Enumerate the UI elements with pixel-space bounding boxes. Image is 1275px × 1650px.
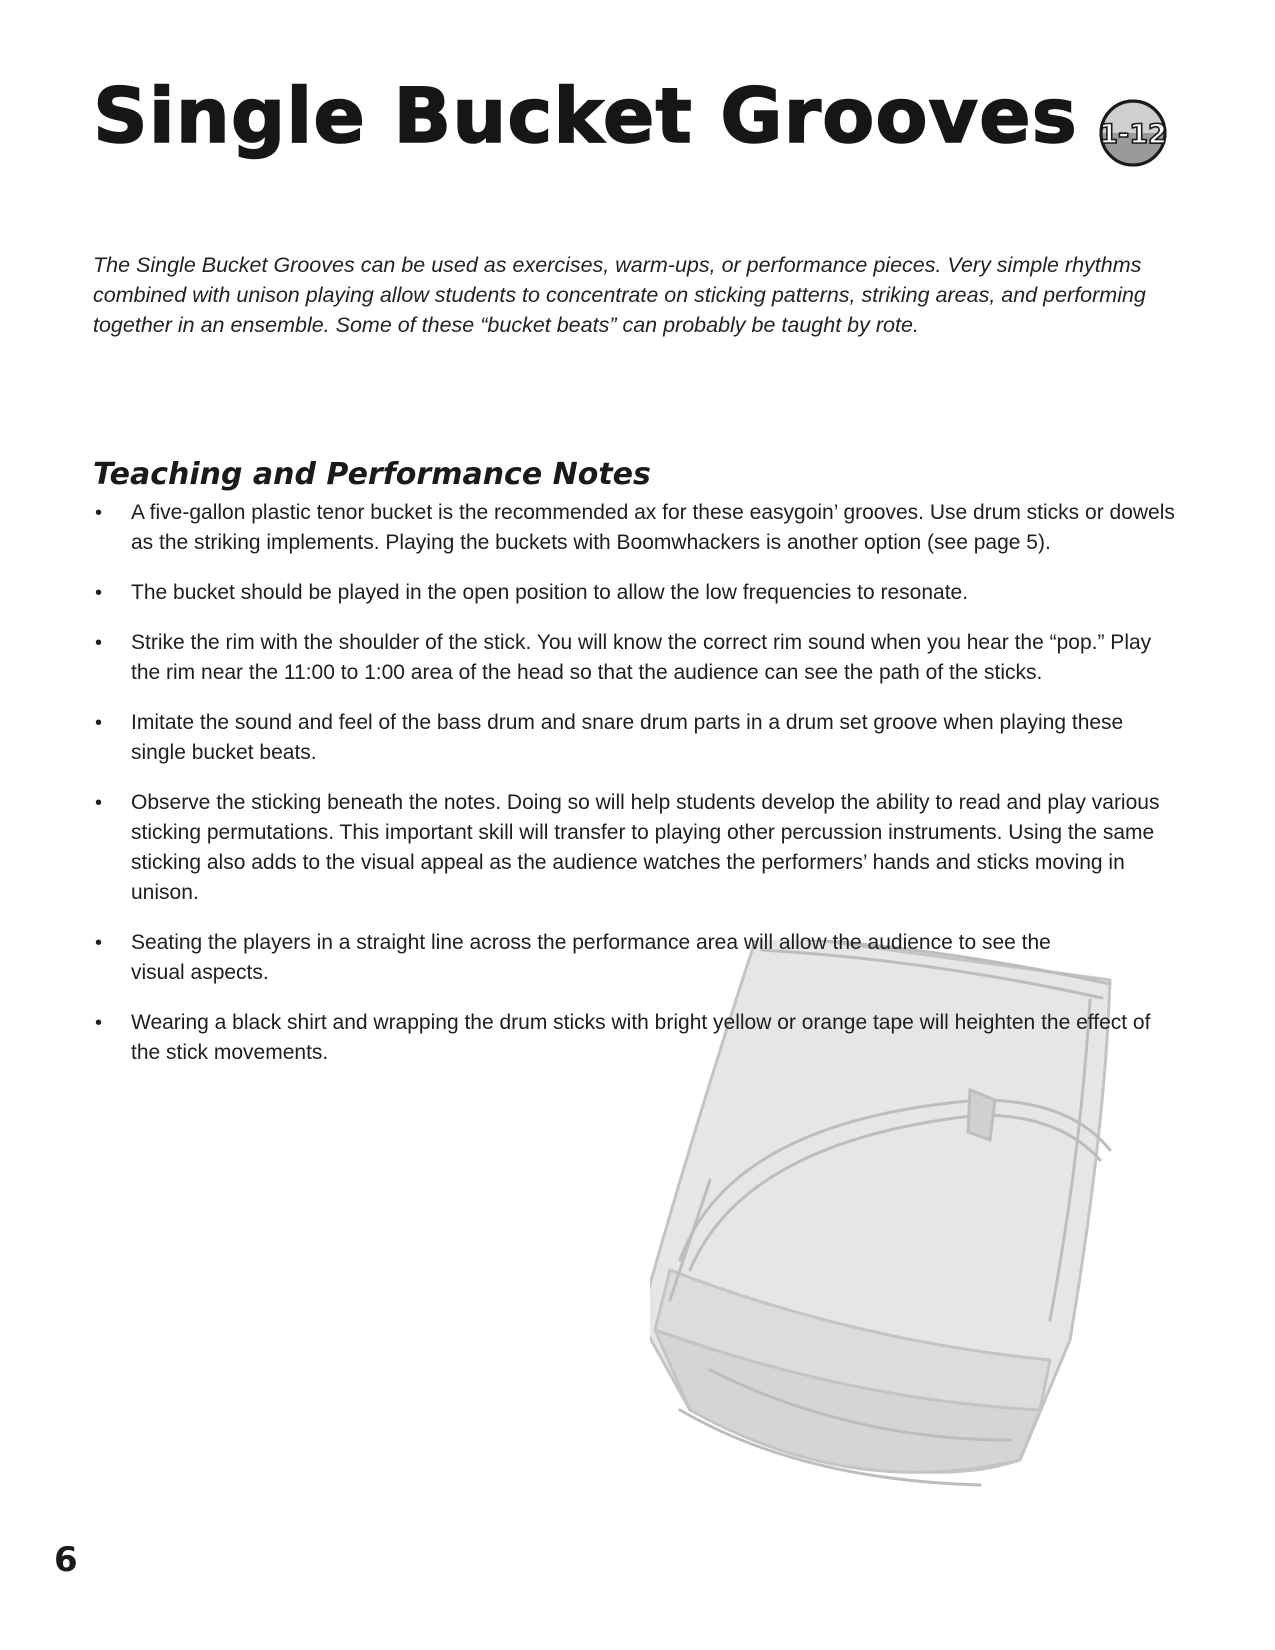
page-title: Single Bucket Grooves xyxy=(93,71,1078,160)
bullet-icon: • xyxy=(95,792,103,814)
section-heading: Teaching and Performance Notes xyxy=(93,457,651,492)
bullet-icon: • xyxy=(95,582,103,604)
note-item xyxy=(93,708,1183,768)
note-text: A five-gallon plastic tenor bucket is the recommended ax for these easygoin’ grooves. Use drum sticks or dowels as the striking implements. Playing the buckets with Boomwhackers is another option (see page 5). xyxy=(131,501,1175,554)
bullet-icon: • xyxy=(95,712,103,734)
note-text: The bucket should be played in the open position to allow the low frequencies to resonate. xyxy=(131,581,969,604)
grade-level-badge-icon xyxy=(1098,98,1168,168)
note-item xyxy=(93,628,1183,688)
note-item xyxy=(93,788,1183,908)
note-item xyxy=(93,1008,1183,1068)
page-number: 6 xyxy=(54,1540,78,1580)
bullet-icon: • xyxy=(95,932,103,954)
note-text: Observe the sticking beneath the notes. Doing so will help students develop the ability to read and play various sticking permutations. This important skill will transfer to playing other percussion instruments. Using the same sticking also adds to the visual appeal as the audience watches the performers’ hands and sticks moving in unison. xyxy=(131,791,1160,904)
note-item xyxy=(93,928,1183,988)
bullet-icon: • xyxy=(95,502,103,524)
note-text: Strike the rim with the shoulder of the stick. You will know the correct rim sound when you hear the “pop.” Play the rim near the 11:00 to 1:00 area of the head so that the audience can see the path of the sticks. xyxy=(131,631,1152,684)
note-text: Seating the players in a straight line across the performance area will allow the audience to see the visual aspects. xyxy=(131,931,1051,984)
notes-list xyxy=(93,498,1183,1088)
bullet-icon: • xyxy=(95,1012,103,1034)
grade-badge-label: 1-12 xyxy=(1099,119,1167,150)
bullet-icon: • xyxy=(95,632,103,654)
note-text: Imitate the sound and feel of the bass drum and snare drum parts in a drum set groove when playing these single bucket beats. xyxy=(131,711,1124,764)
note-item xyxy=(93,498,1183,558)
note-item xyxy=(93,578,1183,608)
note-text: Wearing a black shirt and wrapping the drum sticks with bright yellow or orange tape will heighten the effect of the stick movements. xyxy=(131,1011,1151,1064)
intro-paragraph: The Single Bucket Grooves can be used as exercises, warm-ups, or performance pieces. Very simple rhythms combined with unison playing allow students to concentrate on sticking patterns, striking areas, and performing together in an ensemble. Some of these “bucket beats” can probably be taught by rote. xyxy=(93,253,1146,337)
